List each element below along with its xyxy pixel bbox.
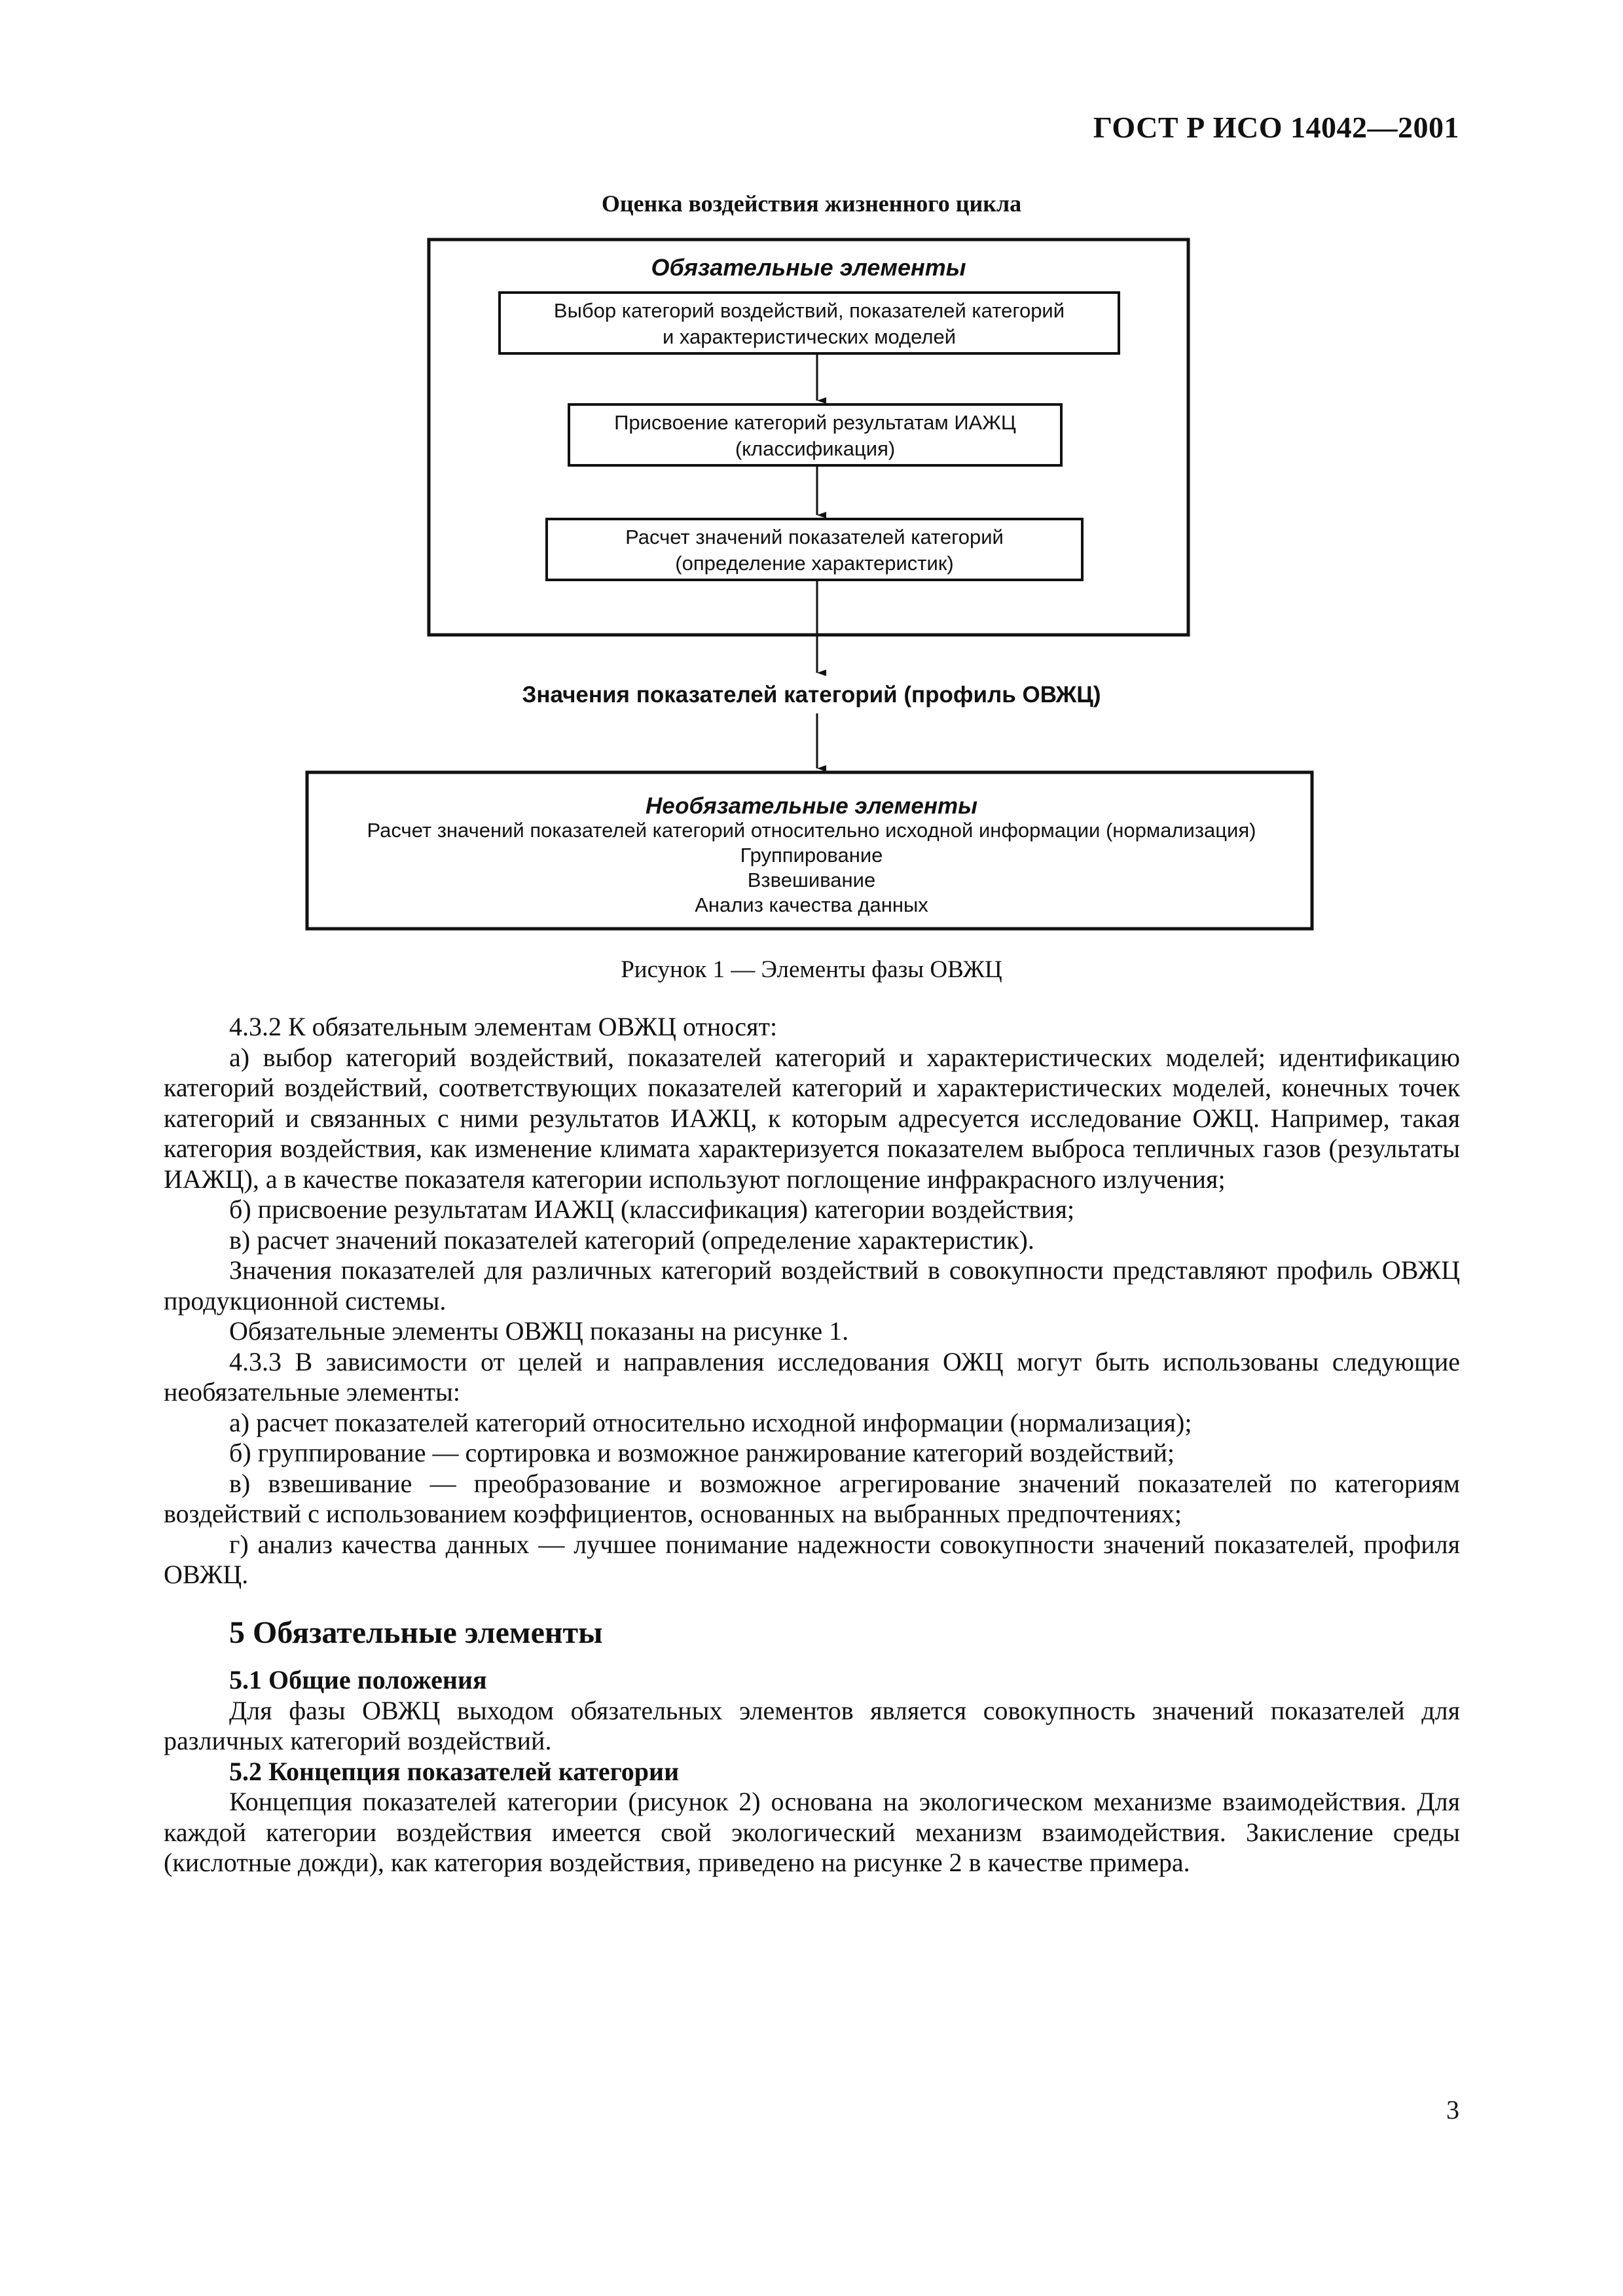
subsection-5-1-text: Для фазы ОВЖЦ выходом обязательных элементов является совокупность значений показателей для различных категорий воздействий. [164, 1695, 1460, 1755]
paragraph-figure-ref: Обязательные элементы ОВЖЦ показаны на рисунке 1. [229, 1316, 849, 1346]
figure-1-diagram [0, 0, 1623, 1008]
optional-list-item-g: г) анализ качества данных — лучшее понимание надежности совокупности значений показателей, профиля ОВЖЦ. [164, 1529, 1460, 1589]
box1-line-1: Выбор категорий воздействий, показателей категорий [553, 299, 1065, 322]
subsection-5-2-heading: 5.2 Концепция показателей категории [229, 1756, 680, 1786]
page-number: 3 [1446, 2095, 1459, 2125]
box-characterization-text [547, 524, 1082, 577]
box1-line-2: и характеристических моделей [662, 325, 957, 348]
profile-label: Значения показателей категорий (профиль ОВЖЦ) [522, 682, 1101, 708]
optional-item-data-quality: Анализ качества данных [695, 893, 928, 916]
list-item-b: б) присвоение результатам ИАЖЦ (классификация) категории воздействия; [229, 1194, 1075, 1224]
box3-line-1: Расчет значений показателей категорий [625, 526, 1004, 548]
optional-list-item-v: в) взвешивание — преобразование и возможное агрегирование значений показателей по категориям воздействий с использованием коэффициентов, основанных на выбранных предпочтениях; [164, 1468, 1460, 1528]
list-item-v: в) расчет значений показателей категорий (определение характеристик). [229, 1225, 1034, 1255]
figure-caption: Рисунок 1 — Элементы фазы ОВЖЦ [621, 956, 1002, 983]
optional-list-item-a: а) расчет показателей категорий относительно исходной информации (нормализация); [229, 1407, 1192, 1437]
box2-line-2: (классификация) [735, 437, 896, 460]
paragraph-4-3-3: 4.3.3 В зависимости от целей и направления исследования ОЖЦ могут быть использованы следующие необязательные элементы: [164, 1346, 1460, 1407]
box2-line-1: Присвоение категорий результатам ИАЖЦ [614, 411, 1016, 434]
subsection-5-2-text: Концепция показателей категории (рисунок 2) основана на экологическом механизме взаимодействия. Для каждой категории воздействия имеется свой экологический механизм взаимодействия. Закисление среды (кислотные дожди), как категория воздействия, приведено на рисунке 2 в качестве примера. [164, 1787, 1460, 1877]
optional-heading: Необязательные элементы [645, 793, 978, 819]
document-id: ГОСТ Р ИСО 14042—2001 [1093, 111, 1459, 144]
mandatory-heading: Обязательные элементы [651, 254, 966, 281]
paragraph-profile: Значения показателей для различных категорий воздействий в совокупности представляют профиль ОВЖЦ продукционной системы. [164, 1255, 1460, 1316]
figure-title: Оценка воздействия жизненного цикла [601, 190, 1022, 217]
optional-item-grouping: Группирование [740, 844, 883, 867]
paragraph-4-3-2: 4.3.2 К обязательным элементам ОВЖЦ относят: [229, 1012, 778, 1041]
box3-line-2: (определение характеристик) [675, 552, 954, 575]
list-item-a: а) выбор категорий воздействий, показателей категорий и характеристических моделей; идентификацию категорий воздействий, соответствующих показателей категорий и характеристических моделей, конечных точек категорий и связанных с ними результатов ИАЖЦ, к которым адресуется исследование ОЖЦ. Например, такая категория воздействия, как изменение климата характеризуется показателем выброса тепличных газов (результаты ИАЖЦ), а в качестве показателя категории используют поглощение инфракрасного излучения; [164, 1042, 1460, 1194]
section-5-heading: 5 Обязательные элементы [229, 1615, 603, 1650]
optional-item-normalization: Расчет значений показателей категорий относительно исходной информации (нормализация) [367, 819, 1256, 842]
optional-item-weighting: Взвешивание [747, 869, 876, 891]
subsection-5-1-heading: 5.1 Общие положения [229, 1665, 487, 1695]
box-classification-text [569, 410, 1061, 462]
box-category-selection-text [500, 298, 1119, 350]
optional-list-item-b: б) группирование — сортировка и возможное ранжирование категорий воздействий; [229, 1438, 1175, 1467]
body-text [164, 1012, 1460, 1878]
